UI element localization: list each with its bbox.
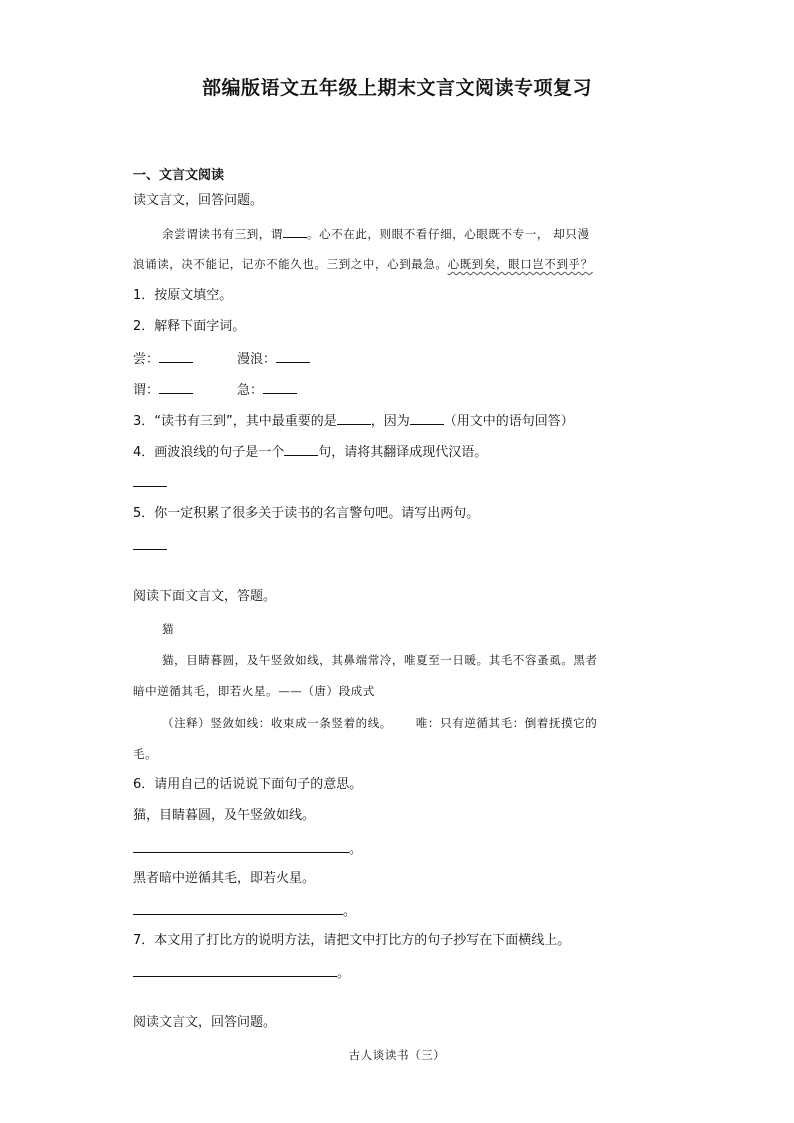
passage-title: 猫 <box>162 622 175 636</box>
period: 。 <box>349 842 363 857</box>
question-7: 7．本文用了打比方的说明方法，请把文中打比方的句子抄写在下面横线上。 <box>133 933 571 948</box>
word-ji <box>237 381 297 399</box>
answer-blank[interactable] <box>263 381 297 394</box>
sentence-2: 黑者暗中逆循其毛，即若火星。 <box>133 871 316 886</box>
answer-blank[interactable] <box>337 412 371 425</box>
answer-line[interactable] <box>133 549 167 550</box>
word-label: 尝： <box>133 352 160 367</box>
section-heading: 一、文言文阅读 <box>133 168 225 183</box>
question-6: 6．请用自己的话说说下面句子的意思。 <box>133 777 363 792</box>
page-title: 部编版语文五年级上期末文言文阅读专项复习 <box>201 77 592 99</box>
question-2: 2．解释下面字词。 <box>133 319 246 334</box>
annotation-line-2: 毛。 <box>133 747 158 761</box>
annotation-text: 唯：只有逆循其毛：倒着抚摸它的 <box>415 716 598 730</box>
answer-line[interactable] <box>133 486 167 487</box>
passage-text: 。心不在此，则眼不看仔细，心眼既不专一， 却只漫 <box>307 227 590 241</box>
annotation-line-1 <box>162 715 597 731</box>
passage-line-1 <box>162 225 590 242</box>
answer-blank[interactable] <box>276 350 310 363</box>
passage-title: 古人谈读书（三） <box>348 1048 446 1062</box>
answer-row <box>133 902 356 920</box>
question-text: 3．“读书有三到”，其中最重要的是 <box>133 414 337 429</box>
question-5: 5．你一定积累了很多关于读书的名言警句吧。请写出两句。 <box>133 506 480 521</box>
word-wei <box>133 381 193 399</box>
word-chang <box>133 350 193 368</box>
reading-instruction: 读文言文，回答问题。 <box>133 193 264 208</box>
question-4 <box>133 443 487 461</box>
question-text: 句，请将其翻译成现代汉语。 <box>318 445 488 460</box>
period: 。 <box>337 966 351 981</box>
answer-blank[interactable] <box>133 840 349 853</box>
passage-text: 余尝谓读书有三到，谓 <box>162 227 283 241</box>
word-manlang <box>237 350 310 368</box>
question-3 <box>133 412 574 430</box>
answer-row <box>133 840 362 858</box>
passage-text: 浪诵读，决不能记，记亦不能久也。三到之中，心到最急。 <box>133 257 448 271</box>
word-label: 漫浪： <box>237 352 277 367</box>
fill-blank[interactable] <box>283 225 307 238</box>
word-label: 谓： <box>133 383 160 398</box>
question-text: 4．画波浪线的句子是一个 <box>133 445 285 460</box>
answer-blank[interactable] <box>133 902 343 915</box>
wavy-underlined-sentence: 心既到矣，眼口岂不到乎？ <box>447 257 593 271</box>
reading-instruction: 阅读文言文，回答问题。 <box>133 1015 277 1030</box>
passage-line-2: 暗中逆循其毛，即若火星。——（唐）段成式 <box>133 684 375 698</box>
word-label: 急： <box>237 383 264 398</box>
question-text: （用文中的语句回答） <box>443 414 574 429</box>
sentence-1: 猫，目睛暮圆，及午竖敛如线。 <box>133 808 316 823</box>
passage-line-2 <box>133 256 593 272</box>
answer-blank[interactable] <box>410 412 444 425</box>
passage-line-1: 猫，目睛暮圆，及午竖敛如线，其鼻端常冷，唯夏至一日暖。其毛不容蚤虱。黑者 <box>162 653 598 667</box>
annotation-text: （注释）竖敛如线：收束成一条竖着的线。 <box>162 716 392 730</box>
answer-row <box>133 964 350 982</box>
answer-blank[interactable] <box>284 443 318 456</box>
question-1: 1．按原文填空。 <box>133 288 233 303</box>
answer-blank[interactable] <box>133 964 337 977</box>
period: 。 <box>343 904 357 919</box>
answer-blank[interactable] <box>159 350 193 363</box>
answer-blank[interactable] <box>159 381 193 394</box>
reading-instruction: 阅读下面文言文，答题。 <box>133 589 277 604</box>
question-text: ，因为 <box>370 414 410 429</box>
